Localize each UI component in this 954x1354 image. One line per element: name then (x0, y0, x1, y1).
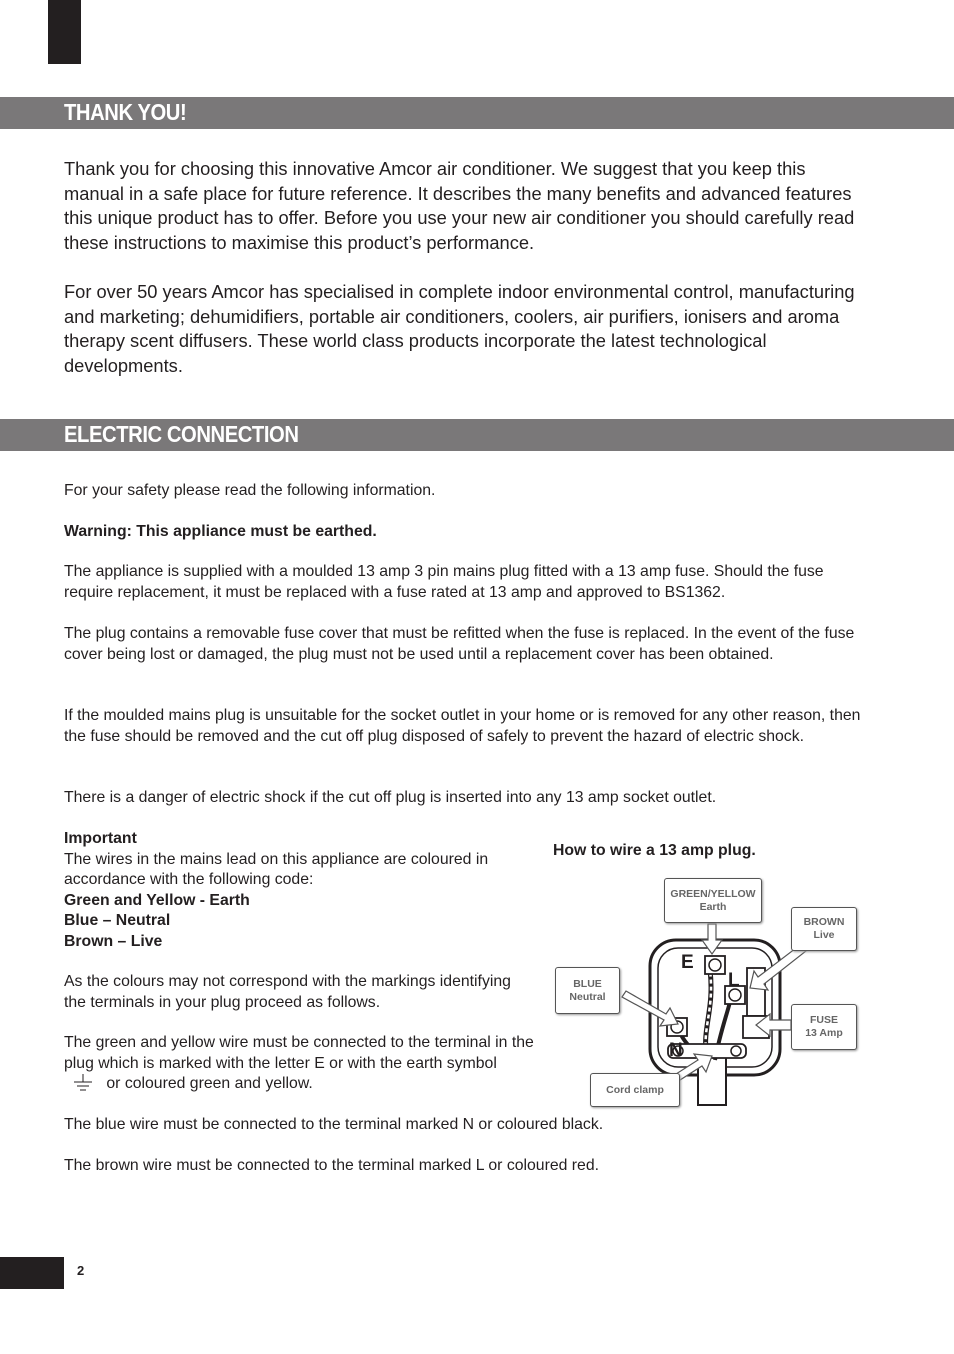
earth-name-label: Earth (699, 900, 727, 913)
cord-clamp-label: Cord clamp (606, 1083, 664, 1096)
thank-you-title: THANK YOU! (64, 99, 187, 125)
terminal-letter-neutral: N (669, 1040, 683, 1061)
electric-connection-header (0, 419, 954, 451)
callout-cord-clamp (590, 1073, 680, 1107)
fuse-rating-label: 13 Amp (805, 1027, 843, 1039)
neutral-colour-label: BLUE (573, 977, 602, 990)
intro-paragraph-1: Thank you for choosing this innovative Amcor air conditioner. We suggest that you keep this manual in a safe place for future reference. It describes the many benefits and advanced features this unique product has to offer. Before you use your new air conditioner you should carefully read these instructions to maximise this product’s performance. (64, 158, 855, 253)
callout-earth (664, 878, 762, 923)
intro-paragraph-2: For over 50 years Amcor has specialised in complete indoor environmental control, manufacturing and marketing; dehumidifiers, portable air conditioners, coolers, air purifiers, ionisers and aroma therapy scent diffusers. These world class products incorporate the latest technological developments. (64, 281, 855, 376)
live-colour-label: BROWN (803, 916, 845, 928)
terminal-letter-earth: E (681, 952, 694, 973)
fuse-cover-paragraph: The plug contains a removable fuse cover that must be refitted when the fuse is replaced. In the event of the fuse cover being lost or damaged, the plug must not be used until a replacement cover has been obtained. (64, 625, 855, 663)
important-heading: Important (64, 830, 137, 847)
blue-wire-rule: The blue wire must be connected to the terminal marked N or coloured black. (64, 1116, 604, 1133)
green-yellow-rule (64, 1033, 539, 1095)
shock-danger-paragraph: There is a danger of electric shock if the cut off plug is inserted into any 13 amp socket outlet. (64, 789, 717, 806)
cut-off-plug-paragraph: If the moulded mains plug is unsuitable for the socket outlet in your home or is removed for any other reason, then the fuse should be removed and the cut off plug disposed of safely to prevent the hazard of electric shock. (64, 707, 861, 745)
terminal-letter-live: L (728, 970, 740, 991)
plug-wiring-diagram (550, 872, 860, 1112)
page-tab-decoration (0, 1257, 64, 1289)
important-block (64, 829, 534, 952)
top-tab-decoration (48, 0, 81, 64)
live-name-label: Live (813, 929, 835, 941)
page-number: 2 (77, 1263, 85, 1278)
earth-symbol-icon (70, 1074, 96, 1092)
green-yellow-rule-b: or coloured green and yellow. (106, 1075, 313, 1092)
green-yellow-rule-a: The green and yellow wire must be connected to the terminal in the plug which is marked with the letter E or with the earth symbol (64, 1034, 534, 1072)
callout-neutral (555, 967, 620, 1014)
callout-live (791, 907, 857, 951)
fuse-paragraph: The appliance is supplied with a moulded 13 amp 3 pin mains plug fitted with a 13 amp fuse. Should the fuse require replacement, it must be replaced with a fuse rated at 13 amp and approved to BS1362. (64, 563, 824, 601)
warning-earthed: Warning: This appliance must be earthed. (64, 523, 377, 540)
neutral-name-label: Neutral (569, 990, 606, 1003)
earth-colour-label: GREEN/YELLOW (670, 887, 756, 900)
code-earth: Green and Yellow - Earth (64, 891, 250, 909)
callout-fuse (791, 1004, 857, 1050)
electric-connection-title: ELECTRIC CONNECTION (64, 421, 299, 447)
fuse-label: FUSE (809, 1014, 838, 1026)
safety-intro: For your safety please read the following information. (64, 482, 436, 499)
plug-diagram-title: How to wire a 13 amp plug. (553, 842, 756, 859)
brown-wire-rule: The brown wire must be connected to the terminal marked L or coloured red. (64, 1157, 600, 1174)
colours-note: As the colours may not correspond with the markings identifying the terminals in your plug proceed as follows. (64, 973, 511, 1011)
code-live: Brown – Live (64, 932, 163, 950)
code-neutral: Blue – Neutral (64, 912, 171, 929)
important-text: The wires in the mains lead on this appliance are coloured in accordance with the following code: (64, 850, 489, 888)
thank-you-header (0, 97, 954, 129)
